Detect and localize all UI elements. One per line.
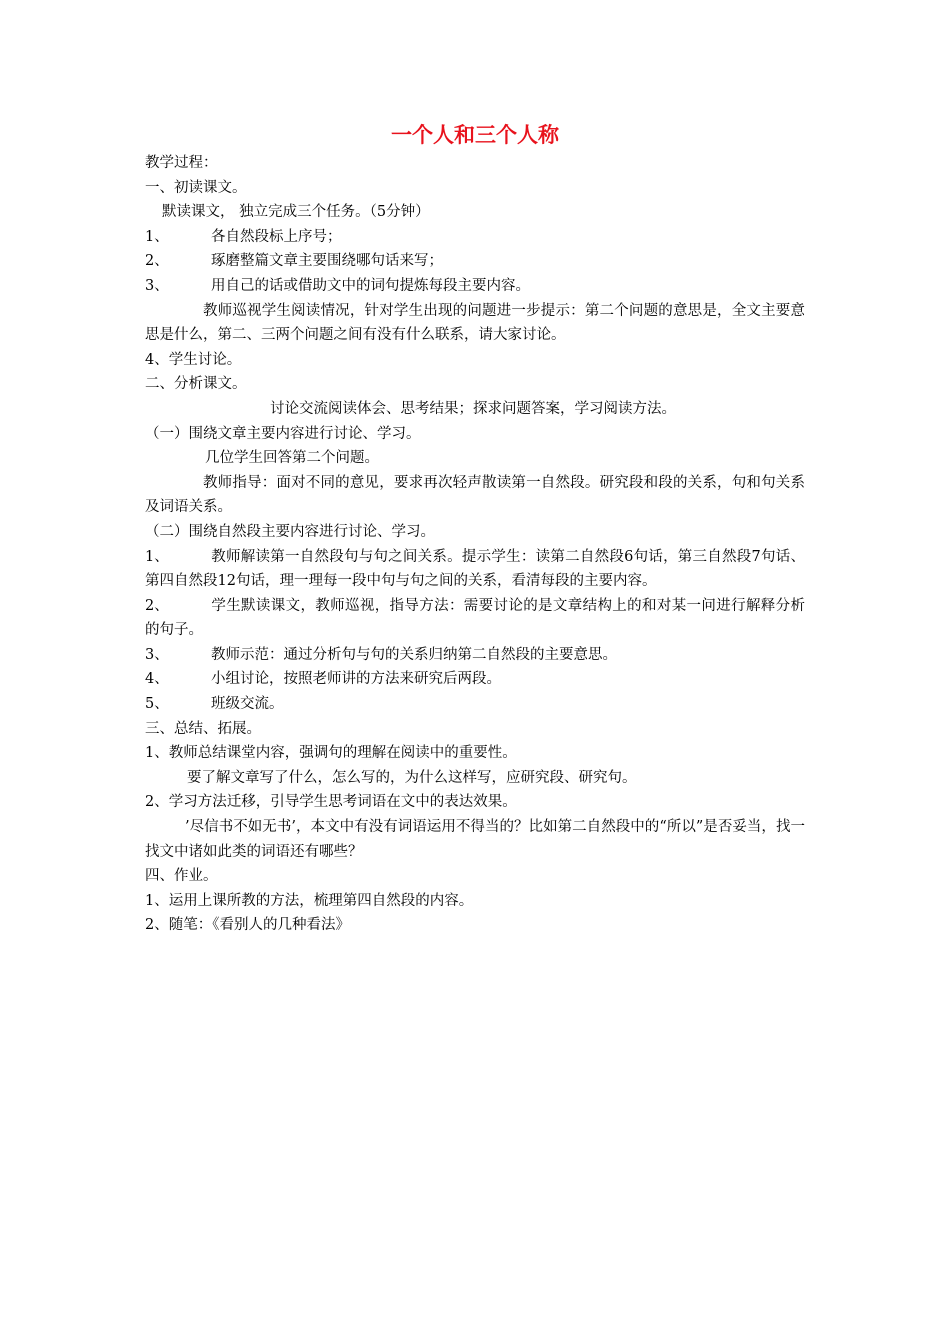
section-heading-2: 二、分析课文。 — [145, 376, 247, 393]
step-text: 班级交流。 — [211, 696, 284, 713]
homework-item-2: 2、随笔：《看别人的几种看法》 — [145, 917, 350, 934]
task-item-1 — [145, 225, 805, 250]
step-text: 教师示范：通过分析句与句的关系归纳第二自然段的主要意思。 — [211, 646, 617, 663]
step-item-4 — [145, 667, 805, 692]
task-text: 各自然段标上序号； — [211, 228, 342, 245]
task-item-2 — [145, 249, 805, 274]
section-heading-3: 三、总结、拓展。 — [145, 720, 261, 737]
step-text: 教师解读第一自然段句与句之间关系。提示学生：读第二自然段6句话，第三自然段7句话、第四自然段12句话，理一理每一段中句与句之间的关系，看清每段的主要内容。 — [145, 548, 805, 590]
task-number: 3、 — [145, 277, 169, 294]
subsection-heading-2: （二）围绕自然段主要内容进行讨论、学习。 — [145, 523, 435, 540]
step-number: 3、 — [145, 646, 169, 663]
task-text: 用自己的话或借助文中的词句提炼每段主要内容。 — [211, 277, 530, 294]
step-item-2 — [145, 594, 805, 643]
summary-item-2: 2、学习方法迁移，引导学生思考词语在文中的表达效果。 — [145, 794, 517, 811]
task-text: 琢磨整篇文章主要围绕哪句话来写； — [211, 253, 443, 270]
homework-item-1: 1、运用上课所教的方法，梳理第四自然段的内容。 — [145, 892, 474, 909]
step-number: 1、 — [145, 548, 169, 565]
summary-note: 要了解文章写了什么，怎么写的，为什么这样写，应研究段、研究句。 — [187, 769, 637, 786]
task-number: 1、 — [145, 228, 169, 245]
task-number: 2、 — [145, 253, 169, 270]
task-item-3 — [145, 274, 805, 299]
step-item-3 — [145, 643, 805, 668]
document-body — [145, 151, 805, 938]
step-item-1 — [145, 545, 805, 594]
section-label: 教学过程： — [145, 155, 218, 171]
step-item-5 — [145, 692, 805, 717]
step-text: 学生默读课文，教师巡视，指导方法：需要讨论的是文章结构上的和对某一问进行解释分析的句子。 — [145, 597, 805, 639]
subsection-heading-1: （一）围绕文章主要内容进行讨论、学习。 — [145, 425, 421, 442]
step-number: 5、 — [145, 696, 169, 713]
student-answer-line: 几位学生回答第二个问题。 — [205, 450, 379, 467]
teacher-guidance-paragraph: 教师指导：面对不同的意见，要求再次轻声散读第一自然段。研究段和段的关系，句和句关系及词语关系。 — [145, 474, 805, 516]
step-text: 小组讨论，按照老师讲的方法来研究后两段。 — [211, 671, 501, 688]
step-number: 4、 — [145, 671, 169, 688]
section-heading-1: 一、初读课文。 — [145, 179, 247, 196]
document-title: 一个人和三个人称 — [391, 123, 559, 147]
teacher-prompt-paragraph: 教师巡视学生阅读情况，针对学生出现的问题进一步提示：第二个问题的意思是，全文主要意思是什么，第二、三两个问题之间有没有什么联系，请大家讨论。 — [145, 302, 805, 344]
summary-item-1: 1、教师总结课堂内容，强调句的理解在阅读中的重要性。 — [145, 745, 517, 762]
section-heading-4: 四、作业。 — [145, 868, 218, 885]
discussion-line: 4、学生讨论。 — [145, 351, 242, 368]
word-usage-paragraph: ’尽信书不如无书’，本文中有没有词语运用不得当的？比如第二自然段中的“所以”是否妥当，找一找文中诸如此类的词语还有哪些？ — [145, 819, 805, 860]
instruction-line: 默读课文， 独立完成三个任务。（5分钟） — [162, 204, 430, 221]
step-number: 2、 — [145, 597, 169, 614]
section-summary: 讨论交流阅读体会、思考结果；探求问题答案，学习阅读方法。 — [270, 400, 676, 417]
